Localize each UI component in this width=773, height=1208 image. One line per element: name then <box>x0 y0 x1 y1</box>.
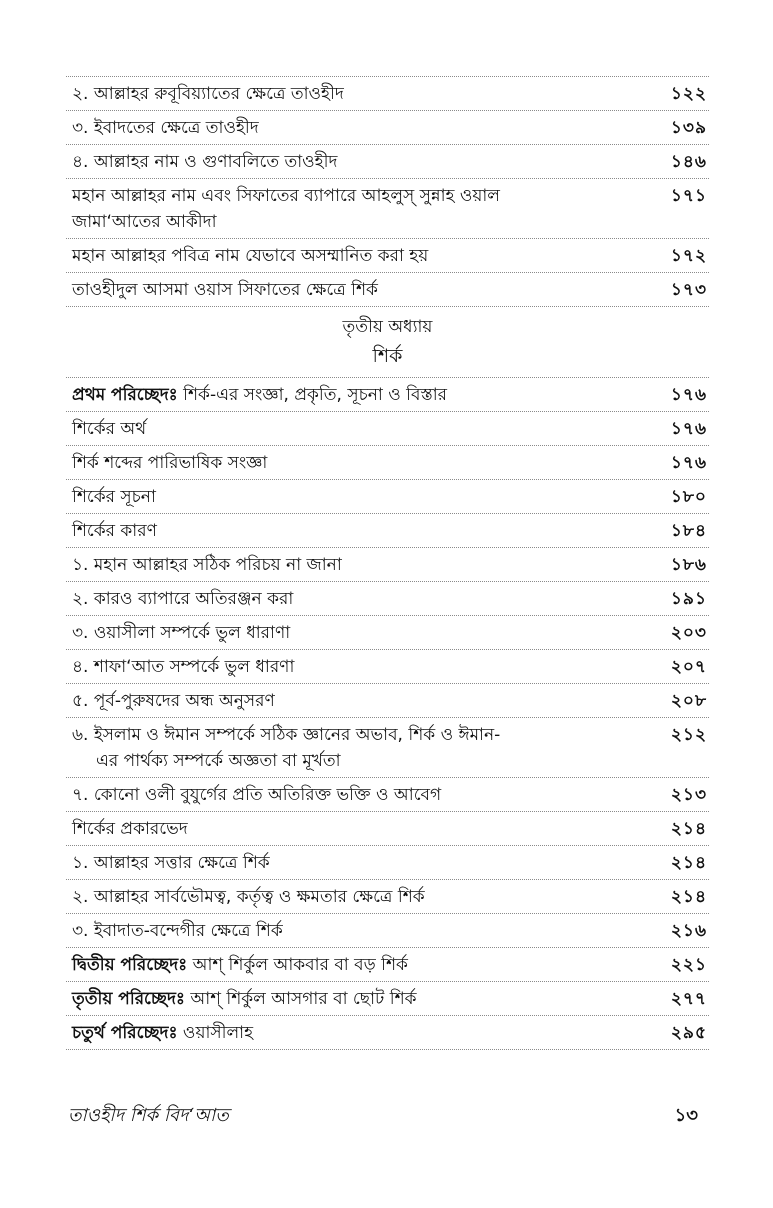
toc-title: মহান আল্লাহর পবিত্র নাম যেভাবে অসম্মানিত করা হয় <box>72 246 429 266</box>
toc-row <box>66 446 709 480</box>
toc-row <box>66 111 709 145</box>
part-title: আশ্ শির্কুল আকবার বা বড় শির্ক <box>187 955 408 975</box>
toc-title: ৩. ওয়াসীলা সম্পর্কে ভুল ধারাণা <box>72 623 291 643</box>
toc-title <box>72 183 659 235</box>
toc-title: ২. কারও ব্যাপারে অতিরঞ্জন করা <box>72 589 294 609</box>
toc-title-line1: ৬. ইসলাম ও ঈমান সম্পর্কে সঠিক জ্ঞানের অভাব, শির্ক ও ঈমান- <box>72 725 501 745</box>
toc-row <box>66 718 709 778</box>
part-title: আশ্ শির্কুল আসগার বা ছোট শির্ক <box>184 989 417 1009</box>
chapter-label: তৃতীয় অধ্যায় <box>342 317 433 337</box>
toc-page: ১৭৬ <box>670 385 707 405</box>
toc-row <box>66 650 709 684</box>
toc-part-row <box>66 378 709 412</box>
toc-page: ২০৩ <box>670 623 707 643</box>
toc-page: ২২১ <box>670 955 707 975</box>
toc-title: শির্কের অর্থ <box>72 419 147 439</box>
toc-title-line2: এর পার্থক্য সম্পর্কে অজ্ঞতা বা মূর্খতা <box>96 751 341 771</box>
toc-title <box>72 382 659 408</box>
toc-title-line2: জামা‘আতের আকীদা <box>72 212 217 232</box>
toc-page: ২১৪ <box>670 819 707 839</box>
toc-row <box>66 76 709 111</box>
toc-title: শির্কের কারণ <box>72 521 157 541</box>
part-label: তৃতীয় পরিচ্ছেদঃ <box>72 989 185 1009</box>
toc-page: ১৭৩ <box>670 280 707 300</box>
toc-title-line1: মহান আল্লাহর নাম এবং সিফাতের ব্যাপারে আহলুস্ সুন্নাহ ওয়াল <box>72 186 500 206</box>
book-title: তাওহীদ শির্ক বিদ‘আত <box>68 1105 229 1126</box>
toc-page: ১৮০ <box>670 487 707 507</box>
toc-title: ১. আল্লাহর সত্তার ক্ষেত্রে শির্ক <box>72 853 270 873</box>
toc-page: ১৭৬ <box>670 419 707 439</box>
toc-title: ৪. শাফা‘আত সম্পর্কে ভুল ধারণা <box>72 657 295 677</box>
toc-page: ২১৪ <box>670 887 707 907</box>
toc-page: ১৮৬ <box>670 555 707 575</box>
toc-page: ১৭৬ <box>670 453 707 473</box>
toc-title: শির্ক শব্দের পারিভাষিক সংজ্ঞা <box>72 453 268 473</box>
toc-row <box>66 514 709 548</box>
toc-page: ১৩৯ <box>670 118 707 138</box>
toc-row <box>66 145 709 179</box>
toc-page: ২০৮ <box>670 691 707 711</box>
page-footer <box>68 1101 698 1132</box>
toc-page: ২৭৭ <box>670 989 707 1009</box>
toc-title: ২. আল্লাহর সার্বভৌমত্ব, কর্তৃত্ব ও ক্ষমতার ক্ষেত্রে শির্ক <box>72 887 425 907</box>
toc-row <box>66 239 709 273</box>
toc-row <box>66 684 709 718</box>
part-title: ওয়াসীলাহ <box>177 1023 254 1043</box>
toc-row <box>66 914 709 948</box>
toc-page: ২০৭ <box>670 657 707 677</box>
toc-title: ৩. ইবাদাত-বন্দেগীর ক্ষেত্রে শির্ক <box>72 921 283 941</box>
toc-row <box>66 412 709 446</box>
toc-row <box>66 812 709 846</box>
toc-row <box>66 582 709 616</box>
chapter-heading <box>66 307 709 378</box>
toc-row <box>66 616 709 650</box>
toc-page: ১৯১ <box>670 589 707 609</box>
part-title: শির্ক-এর সংজ্ঞা, প্রকৃতি, সূচনা ও বিস্তার <box>177 385 447 405</box>
toc-title: ৭. কোনো ওলী বুযুর্গের প্রতি অতিরিক্ত ভক্তি ও আবেগ <box>72 785 442 805</box>
table-of-contents <box>66 76 709 1050</box>
part-label: চতুর্থ পরিচ্ছেদঃ <box>72 1023 178 1043</box>
toc-title: ৫. পূর্ব-পুরুষদের অন্ধ অনুসরণ <box>72 691 275 711</box>
toc-part-row <box>66 948 709 982</box>
toc-page: ১৪৬ <box>670 152 707 172</box>
toc-page: ১৭১ <box>670 186 707 206</box>
toc-title <box>72 1020 659 1046</box>
toc-part-row <box>66 982 709 1016</box>
toc-page: ২১৬ <box>670 921 707 941</box>
toc-row <box>66 273 709 307</box>
toc-title <box>72 986 659 1012</box>
part-label: প্রথম পরিচ্ছেদঃ <box>72 385 178 405</box>
toc-part-row <box>66 1016 709 1050</box>
toc-page: ২১৩ <box>670 785 707 805</box>
toc-title: ১. মহান আল্লাহর সঠিক পরিচয় না জানা <box>72 555 342 575</box>
toc-row <box>66 880 709 914</box>
toc-row <box>66 548 709 582</box>
toc-title: ৩. ইবাদতের ক্ষেত্রে তাওহীদ <box>72 118 259 138</box>
toc-page: ১২২ <box>670 84 707 104</box>
toc-title: শির্কের প্রকারভেদ <box>72 819 188 839</box>
toc-row <box>66 480 709 514</box>
toc-title <box>72 952 659 978</box>
toc-page: ২১৪ <box>670 853 707 873</box>
page-number: ১৩ <box>674 1105 698 1126</box>
toc-title: তাওহীদুল আসমা ওয়াস সিফাতের ক্ষেত্রে শির্ক <box>72 280 378 300</box>
toc-page: ২৯৫ <box>670 1023 707 1043</box>
toc-title: ২. আল্লাহর রুবূবিয়্যাতের ক্ষেত্রে তাওহীদ <box>72 84 344 104</box>
toc-page: ১৮৪ <box>670 521 707 541</box>
toc-row <box>66 846 709 880</box>
chapter-title: শির্ক <box>372 345 403 367</box>
toc-title <box>72 722 659 774</box>
toc-row <box>66 179 709 239</box>
toc-page: ২১২ <box>670 725 707 745</box>
toc-title: ৪. আল্লাহর নাম ও গুণাবলিতে তাওহীদ <box>72 152 338 172</box>
part-label: দ্বিতীয় পরিচ্ছেদঃ <box>72 955 188 975</box>
toc-page: ১৭২ <box>670 246 707 266</box>
toc-title: শির্কের সূচনা <box>72 487 156 507</box>
toc-row <box>66 778 709 812</box>
